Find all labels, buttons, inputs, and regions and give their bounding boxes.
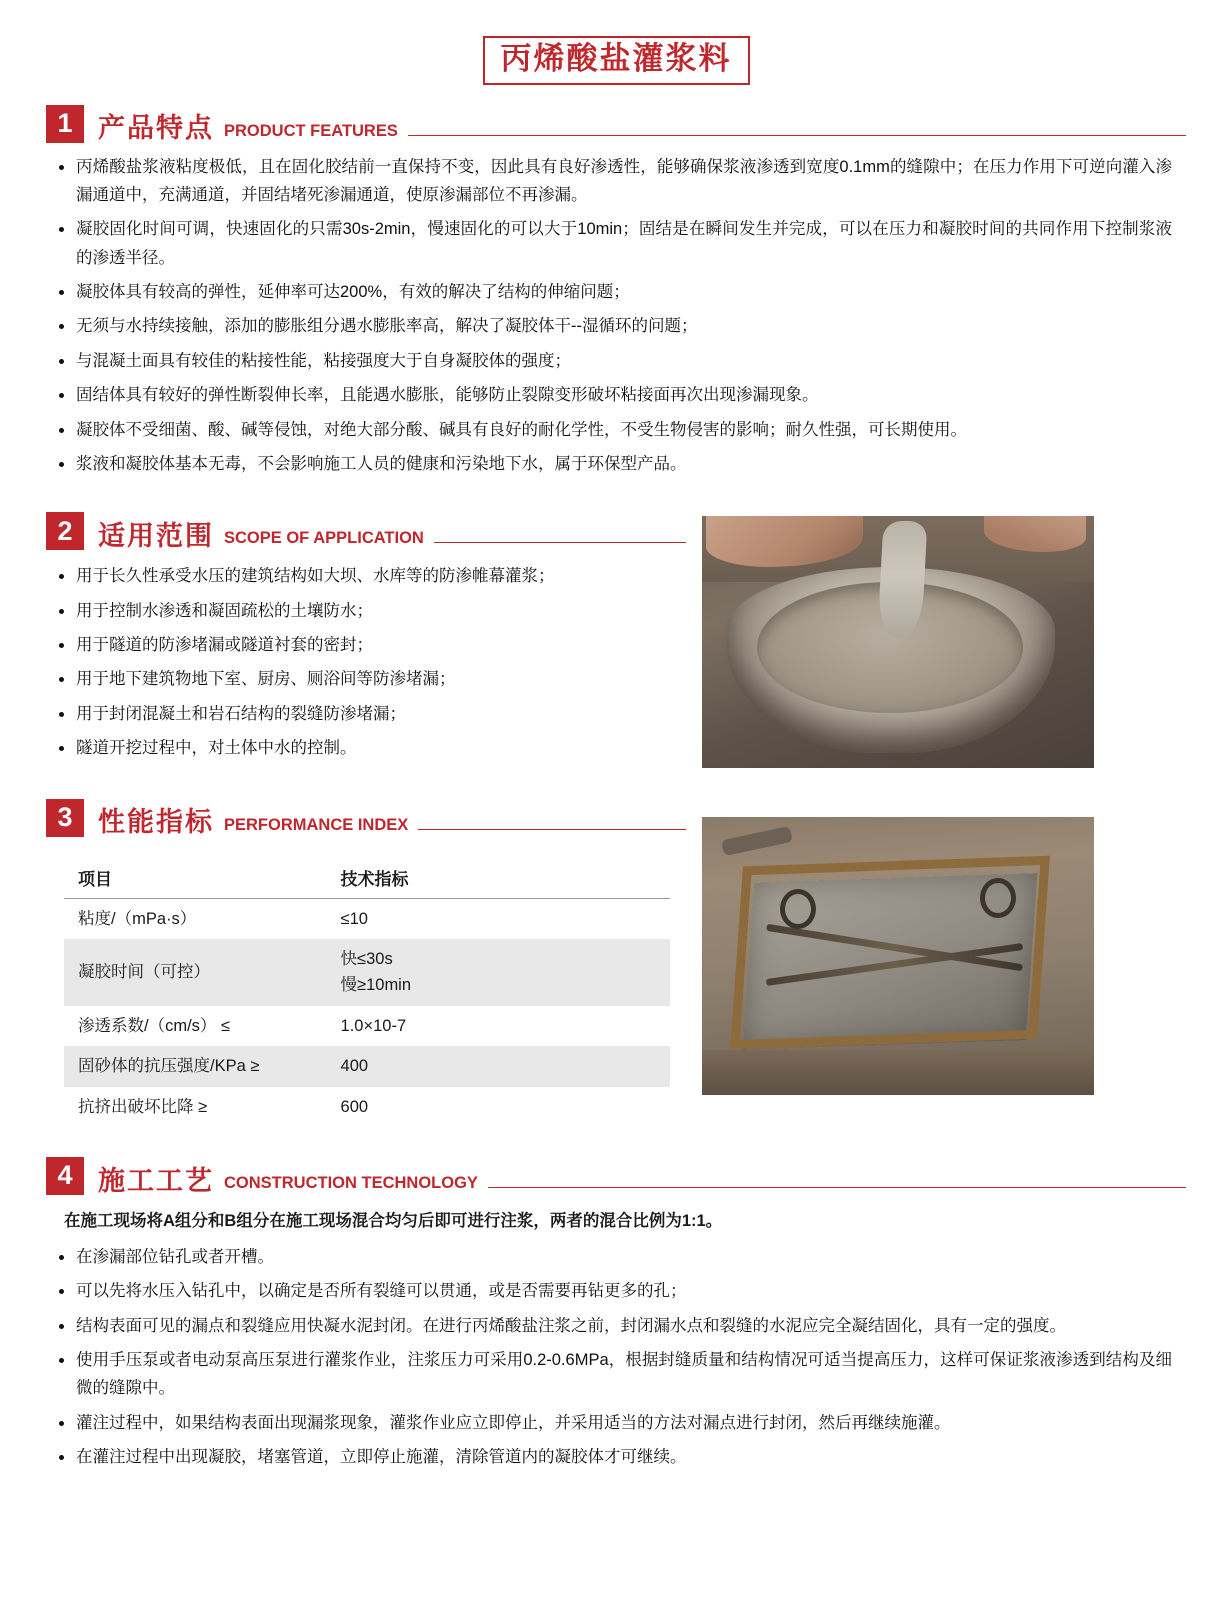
section-number: 2 (46, 512, 84, 550)
section-title-cn: 适用范围 (98, 520, 214, 551)
cell-item: 抗挤出破坏比降 ≥ (78, 1097, 208, 1116)
list-item: 凝胶固化时间可调，快速固化的只需30s-2min，慢速固化的可以大于10min；固结是在瞬间发生并完成，可以在压力和凝胶时间的共同作用下控制浆液的渗透半径。 (46, 215, 1172, 272)
column-header-value: 技术指标 (319, 857, 670, 899)
list-item: 凝胶体不受细菌、酸、碱等侵蚀，对绝大部分酸、碱具有良好的耐化学性，不受生物侵害的影响；耐久性强，可长期使用。 (46, 416, 1172, 444)
section-title-en: SCOPE OF APPLICATION (224, 529, 424, 548)
cell-value-line-1: 快≤30s (340, 949, 393, 968)
concrete-slab-steel-frame-photo (702, 817, 1094, 1095)
section-title-en: PERFORMANCE INDEX (224, 815, 409, 834)
section-scope-of-application (46, 512, 686, 768)
column-header-item: 项目 (64, 857, 319, 899)
section-divider (418, 829, 686, 830)
page-title: 丙烯酸盐灌浆料 (483, 36, 750, 85)
list-item: 固结体具有较好的弹性断裂伸长率，且能遇水膨胀，能够防止裂隙变形破坏粘接面再次出现渗漏现象。 (46, 381, 1172, 409)
section-number: 4 (46, 1157, 84, 1195)
cell-item: 渗透系数/（cm/s） ≤ (78, 1016, 231, 1035)
section-header (46, 1157, 1186, 1195)
section-title-cn: 性能指标 (98, 807, 214, 838)
construction-intro: 在施工现场将A组分和B组分在施工现场混合均匀后即可进行注浆，两者的混合比例为1:1。 (64, 1211, 723, 1230)
section-construction-technology (46, 1157, 1186, 1472)
section-performance-index (46, 799, 686, 1127)
list-item: 在渗漏部位钻孔或者开槽。 (46, 1243, 1172, 1271)
section-header (46, 799, 686, 837)
list-item: 用于控制水渗透和凝固疏松的土壤防水； (46, 597, 686, 625)
performance-index-table (64, 857, 670, 1127)
section-divider (408, 135, 1186, 136)
table-header (64, 857, 670, 899)
table-row (64, 898, 670, 939)
photo-ground (702, 1050, 1094, 1094)
list-item: 隧道开挖过程中，对土体中水的控制。 (46, 734, 686, 762)
cell-value: 600 (340, 1097, 369, 1116)
cell-item: 固砂体的抗压强度/KPa ≥ (64, 1046, 319, 1086)
section-scope-row (46, 512, 1186, 768)
list-item: 用于封闭混凝土和岩石结构的裂缝防渗堵漏； (46, 700, 686, 728)
feature-list (46, 153, 1172, 479)
cell-value: ≤10 (340, 909, 368, 928)
section-title-cn: 产品特点 (98, 113, 214, 144)
section-product-features (46, 105, 1186, 479)
page-bottom-spacer (0, 1478, 1232, 1518)
list-item: 使用手压泵或者电动泵高压泵进行灌浆作业，注浆压力可采用0.2-0.6MPa，根据封缝质量和结构情况可适当提高压力，这样可保证浆液渗透到结构及细微的缝隙中。 (46, 1346, 1172, 1403)
cell-item: 粘度/（mPa·s） (78, 909, 197, 928)
photo-column (702, 512, 1186, 768)
list-item: 灌注过程中，如果结构表面出现漏浆现象，灌浆作业应立即停止，并采用适当的方法对漏点进行封闭，然后再继续施灌。 (46, 1409, 1172, 1437)
table-row (64, 939, 670, 1006)
section-body (46, 562, 686, 762)
section-header (46, 105, 1186, 143)
list-item: 结构表面可见的漏点和裂缝应用快凝水泥封闭。在进行丙烯酸盐注浆之前，封闭漏水点和裂缝的水泥应完全凝结固化，具有一定的强度。 (46, 1312, 1172, 1340)
table-head-row (64, 857, 670, 899)
cell-value (319, 939, 670, 1006)
cell-item: 凝胶时间（可控） (64, 939, 319, 1006)
construction-list (46, 1243, 1172, 1472)
pouring-grout-bucket-photo (702, 516, 1094, 768)
section-number: 3 (46, 799, 84, 837)
list-item: 无须与水持续接触，添加的膨胀组分遇水膨胀率高，解决了凝胶体干--湿循环的问题； (46, 312, 1172, 340)
table-row (64, 1006, 670, 1046)
section-title-en: PRODUCT FEATURES (224, 121, 398, 140)
list-item: 用于隧道的防渗堵漏或隧道衬套的密封； (46, 631, 686, 659)
section-performance-row (46, 799, 1186, 1127)
table-row (64, 1046, 670, 1086)
cell-value: 1.0×10-7 (340, 1016, 407, 1035)
photo-steel-ring (780, 889, 816, 929)
list-item: 用于地下建筑物地下室、厨房、厕浴间等防渗堵漏； (46, 665, 686, 693)
section-body (46, 153, 1186, 479)
section-title-cn: 施工工艺 (98, 1165, 214, 1196)
scope-list (46, 562, 686, 762)
cell-value-line-2: 慢≥10min (340, 976, 412, 995)
list-item: 可以先将水压入钻孔中，以确定是否所有裂缝可以贯通，或是否需要再钻更多的孔； (46, 1277, 1172, 1305)
list-item: 与混凝土面具有较佳的粘接性能，粘接强度大于自身凝胶体的强度； (46, 347, 1172, 375)
list-item: 浆液和凝胶体基本无毒，不会影响施工人员的健康和污染地下水，属于环保型产品。 (46, 450, 1172, 478)
photo-steel-ring (980, 878, 1016, 918)
section-title-en: CONSTRUCTION TECHNOLOGY (224, 1173, 478, 1192)
list-item: 在灌注过程中出现凝胶，堵塞管道，立即停止施灌，清除管道内的凝胶体才可继续。 (46, 1443, 1172, 1471)
section-header (46, 512, 686, 550)
section-divider (434, 542, 686, 543)
section-number: 1 (46, 105, 84, 143)
cell-value: 400 (319, 1046, 670, 1086)
table-row (64, 1087, 670, 1127)
list-item: 丙烯酸盐浆液粘度极低，且在固化胶结前一直保持不变，因此具有良好渗透性，能够确保浆液渗透到宽度0.1mm的缝隙中；在压力作用下可逆向灌入渗漏通道中，充满通道，并固结堵死渗漏通道，使原渗漏部位不再渗漏。 (46, 153, 1172, 210)
section-body (46, 1243, 1186, 1472)
title-banner (0, 0, 1232, 91)
list-item: 用于长久性承受水压的建筑结构如大坝、水库等的防渗帷幕灌浆； (46, 562, 686, 590)
photo-column (702, 799, 1186, 1095)
section-divider (488, 1187, 1186, 1188)
table-body (64, 898, 670, 1127)
list-item: 凝胶体具有较高的弹性，延伸率可达200%，有效的解决了结构的伸缩问题； (46, 278, 1172, 306)
